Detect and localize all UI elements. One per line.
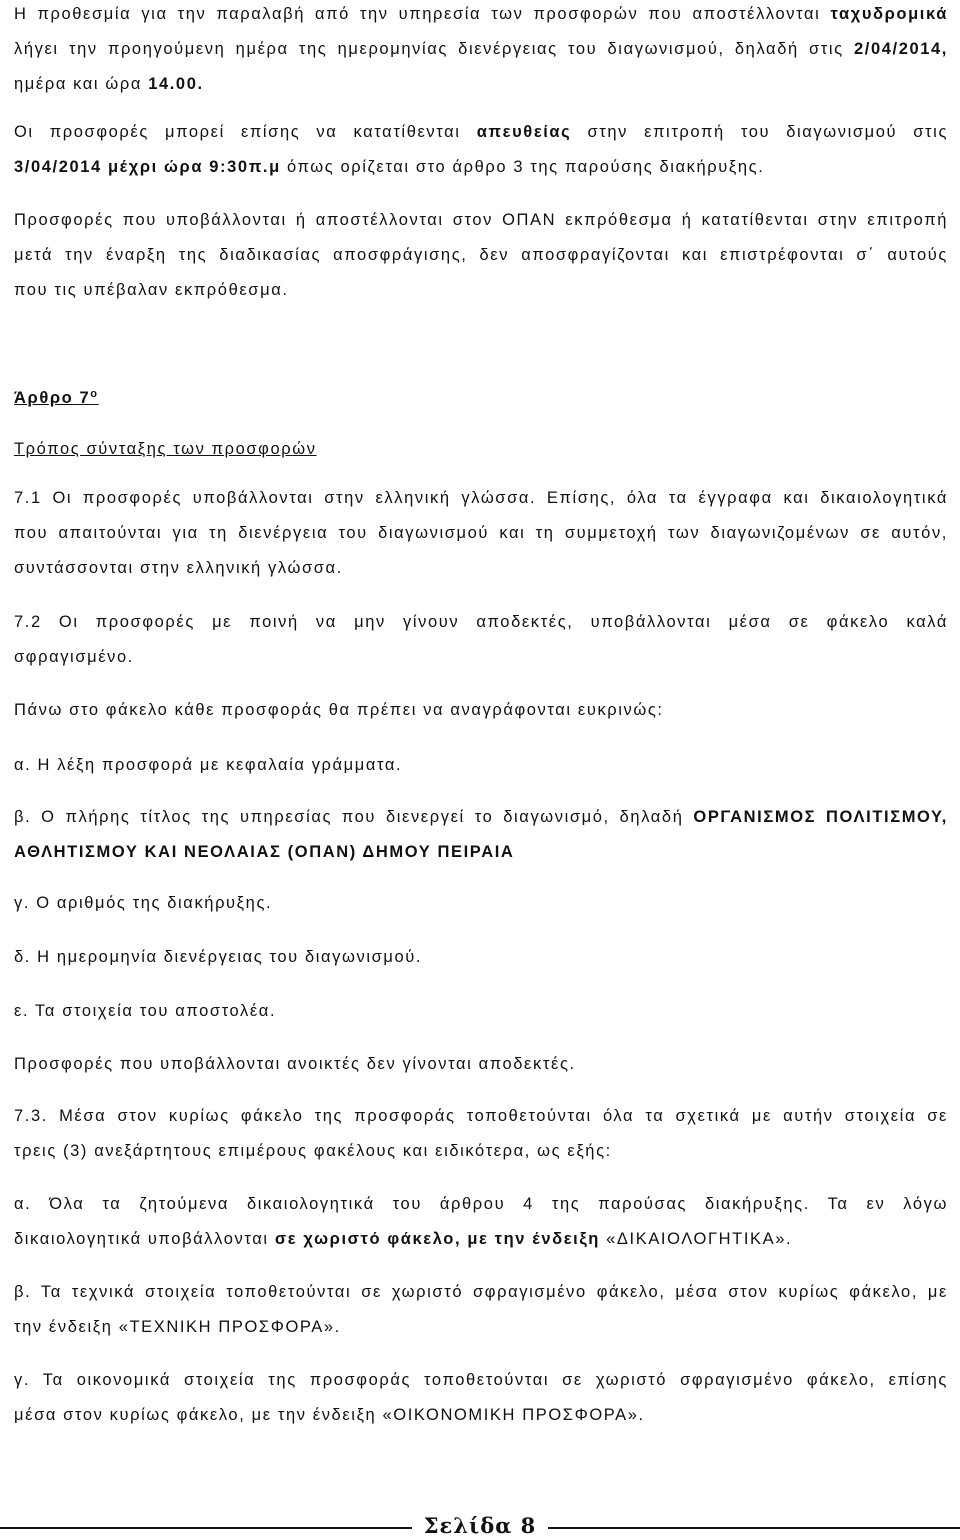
organization-name: ΑΘΛΗΤΙΣΜΟΥ ΚΑΙ ΝΕΟΛΑΙΑΣ (ΟΠΑΝ) ΔΗΜΟΥ ΠΕΙΡΑΙΑ: [14, 843, 515, 861]
text-line: 7.1 Οι προσφορές υποβάλλονται στην ελληνική γλώσσα. Επίσης, όλα τα έγγραφα και δικαιολογητικά: [14, 489, 948, 507]
text-line: λήγει την προηγούμενη ημέρα της ημερομηνίας διενέργειας του διαγωνισμού, δηλαδή στις 2/04/2014,: [14, 40, 948, 58]
envelope-item-c: γ. Ο αριθμός της διακήρυξης.: [14, 894, 273, 912]
text-line: μετά την έναρξη της διαδικασίας αποσφράγισης, δεν αποσφραγίζονται και επιστρέφονται σ΄ αυτούς: [14, 246, 948, 264]
section-7-3-item-c: [14, 1363, 948, 1433]
envelope-item-d: δ. Η ημερομηνία διενέργειας του διαγωνισμού.: [14, 948, 423, 966]
late-offers-paragraph: [14, 203, 948, 308]
text-line: 3/04/2014 μέχρι ώρα 9:30π.μ όπως ορίζεται στο άρθρο 3 της παρούσης διακήρυξης.: [14, 158, 765, 176]
organization-name: ΟΡΓΑΝΙΣΜΟΣ ΠΟΛΙΤΙΣΜΟΥ,: [693, 808, 948, 826]
article-title: Άρθρο $7^o$: [14, 388, 99, 407]
deadline-time: 14.00.: [148, 75, 204, 93]
text-line: δικαιολογητικά υποβάλλονται σε χωριστό φάκελο, με την ένδειξη «ΔΙΚΑΙΟΛΟΓΗΤΙΚΑ».: [14, 1230, 793, 1248]
page-number: Σελίδα 8: [412, 1512, 549, 1540]
submission-date-time: 3/04/2014 μέχρι ώρα 9:30π.μ: [14, 158, 281, 176]
section-7-3-item-b: [14, 1275, 948, 1345]
direct-submission-paragraph: [14, 115, 948, 185]
bold-term: σε χωριστό φάκελο, με την ένδειξη: [274, 1230, 600, 1248]
text-line: Η προθεσμία για την παραλαβή από την υπηρεσία των προσφορών που αποστέλλονται ταχυδρομικά: [14, 5, 948, 23]
article-subtitle: Τρόπος σύνταξης των προσφορών: [14, 440, 317, 458]
envelope-item-a: α. Η λέξη προσφορά με κεφαλαία γράμματα.: [14, 756, 403, 774]
envelope-intro: Πάνω στο φάκελο κάθε προσφοράς θα πρέπει να αναγράφονται ευκρινώς:: [14, 701, 664, 719]
text-line: Προσφορές που υποβάλλονται ή αποστέλλονται στον ΟΠΑΝ εκπρόθεσμα ή κατατίθενται στην επιτροπή: [14, 211, 948, 229]
text-line: ημέρα και ώρα 14.00.: [14, 75, 204, 93]
envelope-item-b: [14, 800, 948, 870]
deadline-date: 2/04/2014,: [854, 40, 948, 58]
text-line: Οι προσφορές μπορεί επίσης να κατατίθενται απευθείας στην επιτροπή του διαγωνισμού στις: [14, 123, 948, 141]
text-line: 7.2 Οι προσφορές με ποινή να μην γίνουν αποδεκτές, υποβάλλονται μέσα σε φάκελο καλά: [14, 613, 948, 631]
section-7-2: [14, 605, 948, 675]
section-7-3-item-a: [14, 1187, 948, 1257]
page-footer: [0, 1512, 960, 1540]
text-line: που τις υπέβαλαν εκπρόθεσμα.: [14, 281, 289, 299]
text-line: β. Τα τεχνικά στοιχεία τοποθετούνται σε χωριστό σφραγισμένο φάκελο, μέσα στον κυρίως φάκελο, με: [14, 1283, 948, 1301]
text-line: β. Ο πλήρης τίτλος της υπηρεσίας που διενεργεί το διαγωνισμό, δηλαδή ΟΡΓΑΝΙΣΜΟΣ ΠΟΛΙΤΙΣΜΟΥ,: [14, 808, 948, 826]
bold-term: ταχυδρομικά: [830, 5, 948, 23]
text-line: τρεις (3) ανεξάρτητους επιμέρους φακέλους και ειδικότερα, ως εξής:: [14, 1142, 612, 1160]
text-line: γ. Τα οικονομικά στοιχεία της προσφοράς τοποθετούνται σε χωριστό σφραγισμένο φάκελο, επίσης: [14, 1371, 948, 1389]
bold-term: απευθείας: [476, 123, 572, 141]
envelope-item-e: ε. Τα στοιχεία του αποστολέα.: [14, 1002, 277, 1020]
article-subheading: [14, 432, 948, 467]
text-line: 7.3. Μέσα στον κυρίως φάκελο της προσφοράς τοποθετούνται όλα τα σχετικά με αυτήν στοιχεία σε: [14, 1107, 948, 1125]
text-line: μέσα στον κυρίως φάκελο, με την ένδειξη «ΟΙΚΟΝΟΜΙΚΗ ΠΡΟΣΦΟΡΑ».: [14, 1406, 645, 1424]
deadline-paragraph: [14, 0, 948, 102]
text-line: σφραγισμένο.: [14, 648, 134, 666]
open-offers-note: Προσφορές που υποβάλλονται ανοικτές δεν γίνονται αποδεκτές.: [14, 1055, 576, 1073]
text-line: την ένδειξη «ΤΕΧΝΙΚΗ ΠΡΟΣΦΟΡΑ».: [14, 1318, 341, 1336]
article-heading: [14, 377, 948, 416]
section-7-1: [14, 481, 948, 586]
text-line: α. Όλα τα ζητούμενα δικαιολογητικά του άρθρου 4 της παρούσας διακήρυξης. Τα εν λόγω: [14, 1195, 948, 1213]
text-line: συντάσσονται στην ελληνική γλώσσα.: [14, 559, 343, 577]
section-7-3: [14, 1099, 948, 1169]
text-line: που απαιτούνται για τη διενέργεια του διαγωνισμού και τη συμμετοχή των διαγωνιζομένων σε αυτόν,: [14, 524, 948, 542]
